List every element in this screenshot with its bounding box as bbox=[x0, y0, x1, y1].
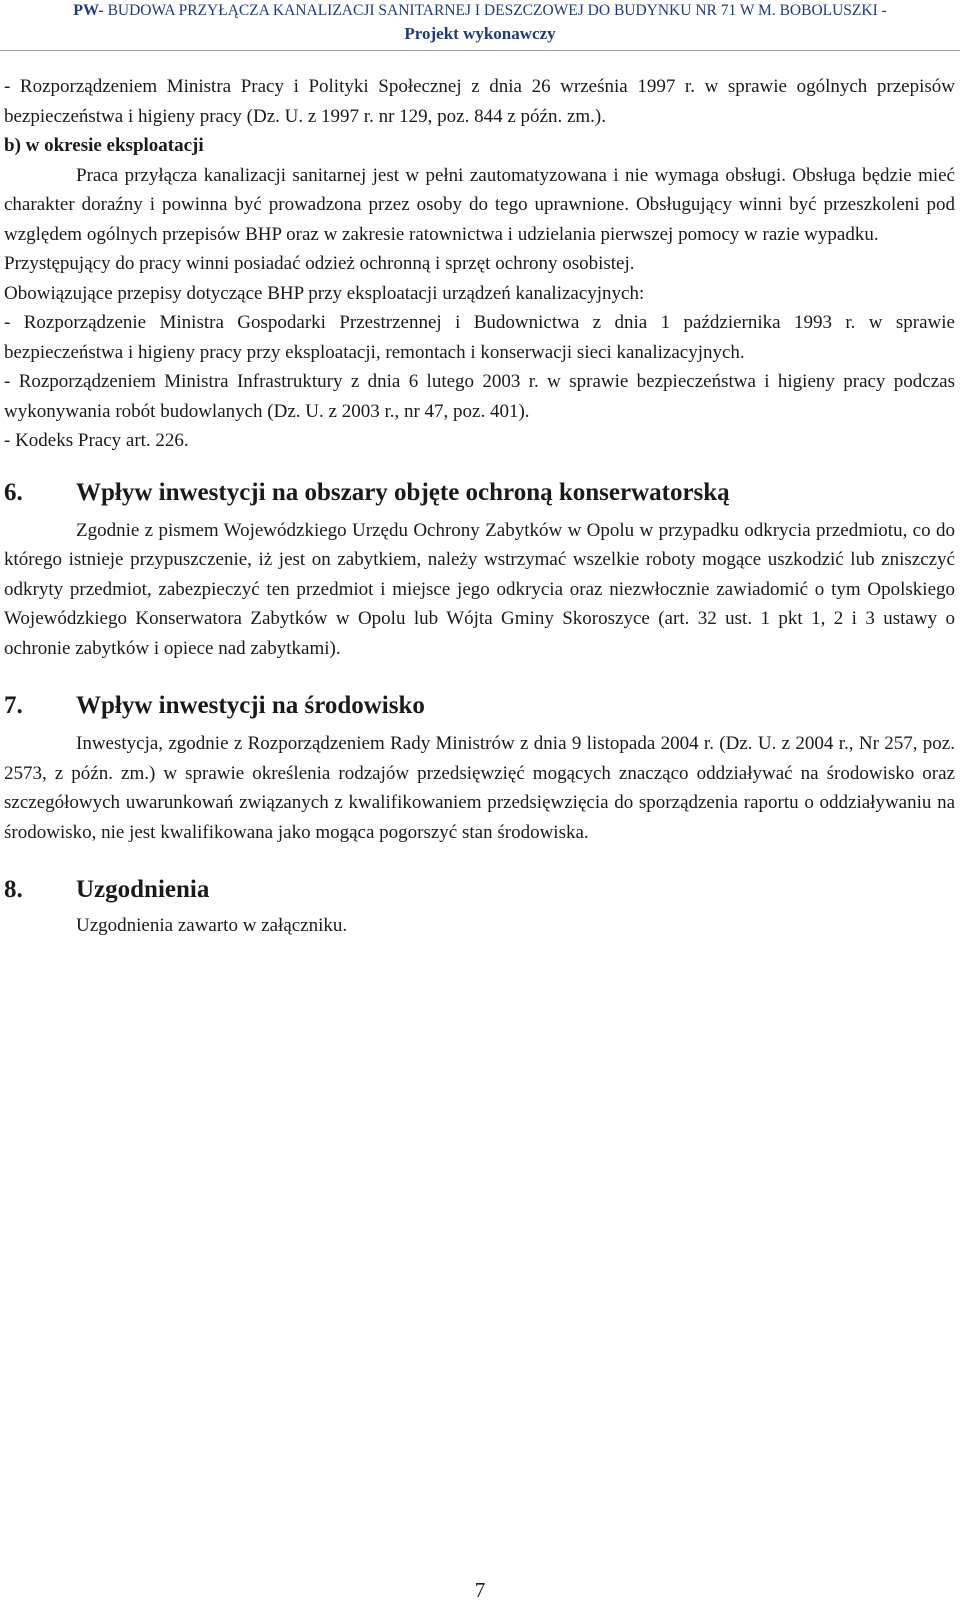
header-prefix: PW- bbox=[73, 2, 104, 19]
subsection-heading-b: b) w okresie eksploatacji bbox=[4, 135, 204, 156]
protective-gear-paragraph: Przystępujący do pracy winni posiadać odzież ochronną i sprzęt ochrony osobistej. bbox=[4, 253, 635, 274]
section-7 bbox=[4, 689, 955, 847]
section-heading bbox=[4, 873, 955, 907]
section-number: 7. bbox=[4, 692, 23, 719]
page-header bbox=[0, 0, 960, 51]
section-title: Uzgodnienia bbox=[76, 876, 210, 903]
section-text: Zgodnie z pismem Wojewódzkiego Urzędu Ochrony Zabytków w Opolu w przypadku odkrycia przedmiotu, co do którego istnieje przypuszczenie, iż jest on zabytkiem, należy wstrzymać wszelkie roboty mogące uszkodzić lub zniszczyć odkryty przedmiot, zabezpieczyć ten przedmiot i miejsce jego odkrycia oraz niezwłocznie zawiadomić o tym Opolskiego Wojewódzkiego Konserwatora Zabytków w Opolu lub Wójta Gminy Skoroszyce (art. 32 ust. 1 pkt 1, 2 i 3 ustawy o ochronie zabytków i opiece nad zabytkami). bbox=[4, 519, 955, 659]
header-title bbox=[0, 2, 960, 20]
section-text: Inwestycja, zgodnie z Rozporządzeniem Rady Ministrów z dnia 9 listopada 2004 r. (Dz. U. z 2004 r., Nr 257, poz. 2573, z późn. zm.) w sprawie określenia rodzajów przedsięwzięć mogących znacząco oddziaływać na środowisko oraz szczegółowych uwarunkowań związanych z kwalifikowaniem przedsięwzięcia do sporządzenia raportu o oddziaływaniu na środowisko, nie jest kwalifikowana jako mogąca pogorszyć stan środowiska. bbox=[4, 733, 955, 843]
section-title: Wpływ inwestycji na środowisko bbox=[76, 692, 425, 719]
document-body bbox=[4, 72, 955, 941]
bhp-regulations-intro: Obowiązujące przepisy dotyczące BHP przy eksploatacji urządzeń kanalizacyjnych: bbox=[4, 282, 645, 304]
section-heading bbox=[4, 476, 955, 510]
regulation-item-2: - Rozporządzeniem Ministra Infrastruktury z dnia 6 lutego 2003 r. w sprawie bezpieczeństwa i higieny pracy podczas wykonywania robót budowlanych (Dz. U. z 2003 r., nr 47, poz. 401). bbox=[4, 371, 955, 422]
page-number: 7 bbox=[474, 1578, 486, 1602]
section-title: Wpływ inwestycji na obszary objęte ochroną konserwatorską bbox=[76, 478, 730, 506]
operation-paragraph: Praca przyłącza kanalizacji sanitarnej jest w pełni zautomatyzowana i nie wymaga obsługi. Obsługa będzie mieć charakter doraźny i powinna być prowadzona przez osoby do tego uprawnione. Obsługujący winni być przeszkoleni pod względem ogólnych przepisów BHP oraz w zakresie ratownictwa i udzielania pierwszej pomocy w razie wypadku. bbox=[4, 164, 955, 245]
regulation-item-1: - Rozporządzenie Ministra Gospodarki Przestrzennej i Budownictwa z dnia 1 października 1993 r. w sprawie bezpieczeństwa i higieny pracy przy eksploatacji, remontach i konserwacji sieci kanalizacyjnych. bbox=[4, 312, 955, 363]
header-project-name: BUDOWA PRZYŁĄCZA KANALIZACJI SANITARNEJ I DESZCZOWEJ DO BUDYNKU NR 71 W M. BOBOLUSZKI - bbox=[103, 2, 887, 19]
regulation-item-3: - Kodeks Pracy art. 226. bbox=[4, 430, 189, 451]
section-number: 8. bbox=[4, 876, 23, 903]
section-number: 6. bbox=[4, 478, 23, 506]
section-heading bbox=[4, 689, 955, 723]
section-8 bbox=[4, 873, 955, 941]
section-text: Uzgodnienia zawarto w załączniku. bbox=[76, 915, 348, 936]
header-subtitle: Projekt wykonawczy bbox=[404, 24, 556, 43]
section-6 bbox=[4, 476, 955, 664]
regulation-paragraph: - Rozporządzeniem Ministra Pracy i Polityki Społecznej z dnia 26 września 1997 r. w sprawie ogólnych przepisów bezpieczeństwa i higieny pracy (Dz. U. z 1997 r. nr 129, poz. 844 z późn. zm.). bbox=[4, 76, 955, 127]
